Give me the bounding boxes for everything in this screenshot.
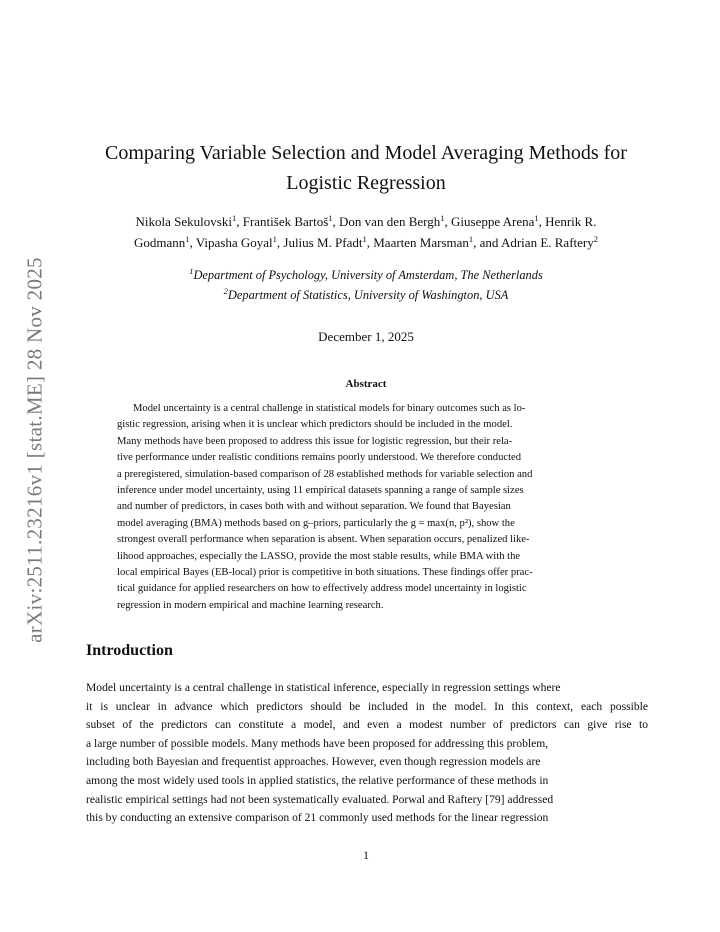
author-affiliation-mark: 1 [362, 234, 367, 244]
author-separator: , [366, 235, 374, 250]
author-line [86, 211, 646, 232]
abstract-line: model averaging (BMA) methods based on g–priors, particularly the g = max(n, p²), show the [117, 517, 515, 529]
publication-date: December 1, 2025 [318, 329, 414, 344]
abstract-line: gistic regression, arising when it is unclear which predictors should be included in the model. [117, 419, 513, 431]
introduction-line: it is unclear in advance which predictors should be included in the model. In this context, each possible [86, 699, 648, 713]
author-separator: , and [473, 235, 501, 250]
author-separator: , [189, 235, 196, 250]
affiliation [86, 285, 646, 305]
section-heading-introduction: Introduction [86, 642, 173, 659]
introduction-line: a large number of possible models. Many methods have been proposed for addressing this problem, [86, 736, 549, 750]
author-name: František Bartoš [242, 214, 329, 229]
author-separator: , [538, 214, 546, 229]
page-number: 1 [363, 848, 369, 862]
author-name: Nikola Sekulovski [135, 214, 232, 229]
arxiv-identifier-watermark: arXiv:2511.23216v1 [stat.ME] 28 Nov 2025 [22, 257, 47, 643]
introduction-line: this by conducting an extensive comparison of 21 commonly used methods for the linear regression [86, 811, 549, 825]
author-separator: , [332, 214, 340, 229]
abstract-heading: Abstract [345, 378, 387, 390]
abstract-line: Many methods have been proposed to address this issue for logistic regression, but their rela- [117, 435, 513, 447]
author-affiliation-mark: 1 [272, 234, 277, 244]
affiliation-mark: 2 [223, 286, 228, 296]
abstract-body [117, 401, 616, 614]
abstract-line: tical guidance for applied researchers on how to effectively address model uncertainty in logistic [117, 583, 527, 595]
author-name: Giuseppe Arena [451, 214, 535, 229]
author-affiliation-mark: 1 [534, 213, 539, 223]
abstract-line: and number of predictors, in cases both with and without separation. We found that Bayesian [117, 501, 511, 513]
author-affiliation-mark: 1 [440, 213, 445, 223]
affiliation-text: Department of Statistics, University of Washington, USA [227, 288, 509, 302]
abstract-line: tive performance under realistic conditions remains poorly understood. We therefore conducted [117, 452, 522, 464]
abstract-line: Model uncertainty is a central challenge in statistical models for binary outcomes such as lo- [133, 403, 526, 414]
introduction-line: Model uncertainty is a central challenge in statistical inference, especially in regression settings where [86, 681, 561, 694]
author-name: Don van den Bergh [339, 214, 441, 229]
author-affiliation-mark: 1 [231, 213, 237, 223]
abstract-line: strongest overall performance when separation is absent. When separation occurs, penalized like- [117, 534, 530, 546]
author-affiliation-mark: 2 [593, 234, 598, 244]
introduction-body [86, 679, 648, 828]
paper-title-line: Logistic Regression [286, 172, 446, 194]
introduction-line: including both Bayesian and frequentist approaches. However, even though regression models are [86, 755, 541, 769]
author-line [86, 232, 646, 253]
abstract-line: local empirical Bayes (EB-local) prior is competitive in both situations. These findings offer prac- [117, 567, 533, 579]
paper-title-line: Comparing Variable Selection and Model Averaging Methods for [105, 142, 627, 164]
author-name: Godmann [134, 235, 186, 250]
author-separator: , [236, 214, 243, 229]
author-name: Maarten Marsman [373, 235, 469, 250]
author-affiliation-mark: 1 [328, 213, 333, 223]
introduction-line: realistic empirical settings had not been systematically evaluated. Porwal and Raftery [79] addressed [86, 792, 554, 806]
affiliation-text: Department of Psychology, University of Amsterdam, The Netherlands [193, 268, 543, 282]
author-name: Henrik R. [545, 214, 597, 229]
author-list [86, 211, 646, 253]
author-affiliation-mark: 1 [468, 234, 474, 244]
author-name: Vipasha Goyal [195, 235, 273, 250]
abstract-line: inference under model uncertainty, using 11 empirical datasets spanning a range of sample sizes [117, 485, 524, 497]
author-name: Adrian E. Raftery [500, 235, 594, 250]
affiliation [86, 265, 646, 285]
affiliations [86, 265, 646, 305]
introduction-line: subset of the predictors can constitute a model, and even a modest number of predictors can give rise to [86, 718, 648, 732]
introduction-line: among the most widely used tools in applied statistics, the relative performance of these methods in [86, 773, 549, 787]
author-affiliation-mark: 1 [185, 234, 190, 244]
abstract-line: regression in modern empirical and machine learning research. [117, 599, 384, 611]
abstract-line: lihood approaches, especially the LASSO, provide the most stable results, while BMA with the [117, 550, 521, 562]
paper-title [86, 138, 646, 198]
author-separator: , [276, 235, 284, 250]
author-name: Julius M. Pfadt [283, 235, 363, 250]
abstract-line: a preregistered, simulation-based comparison of 28 established methods for variable selection and [117, 468, 533, 480]
affiliation-mark: 1 [189, 266, 194, 276]
author-separator: , [444, 214, 452, 229]
